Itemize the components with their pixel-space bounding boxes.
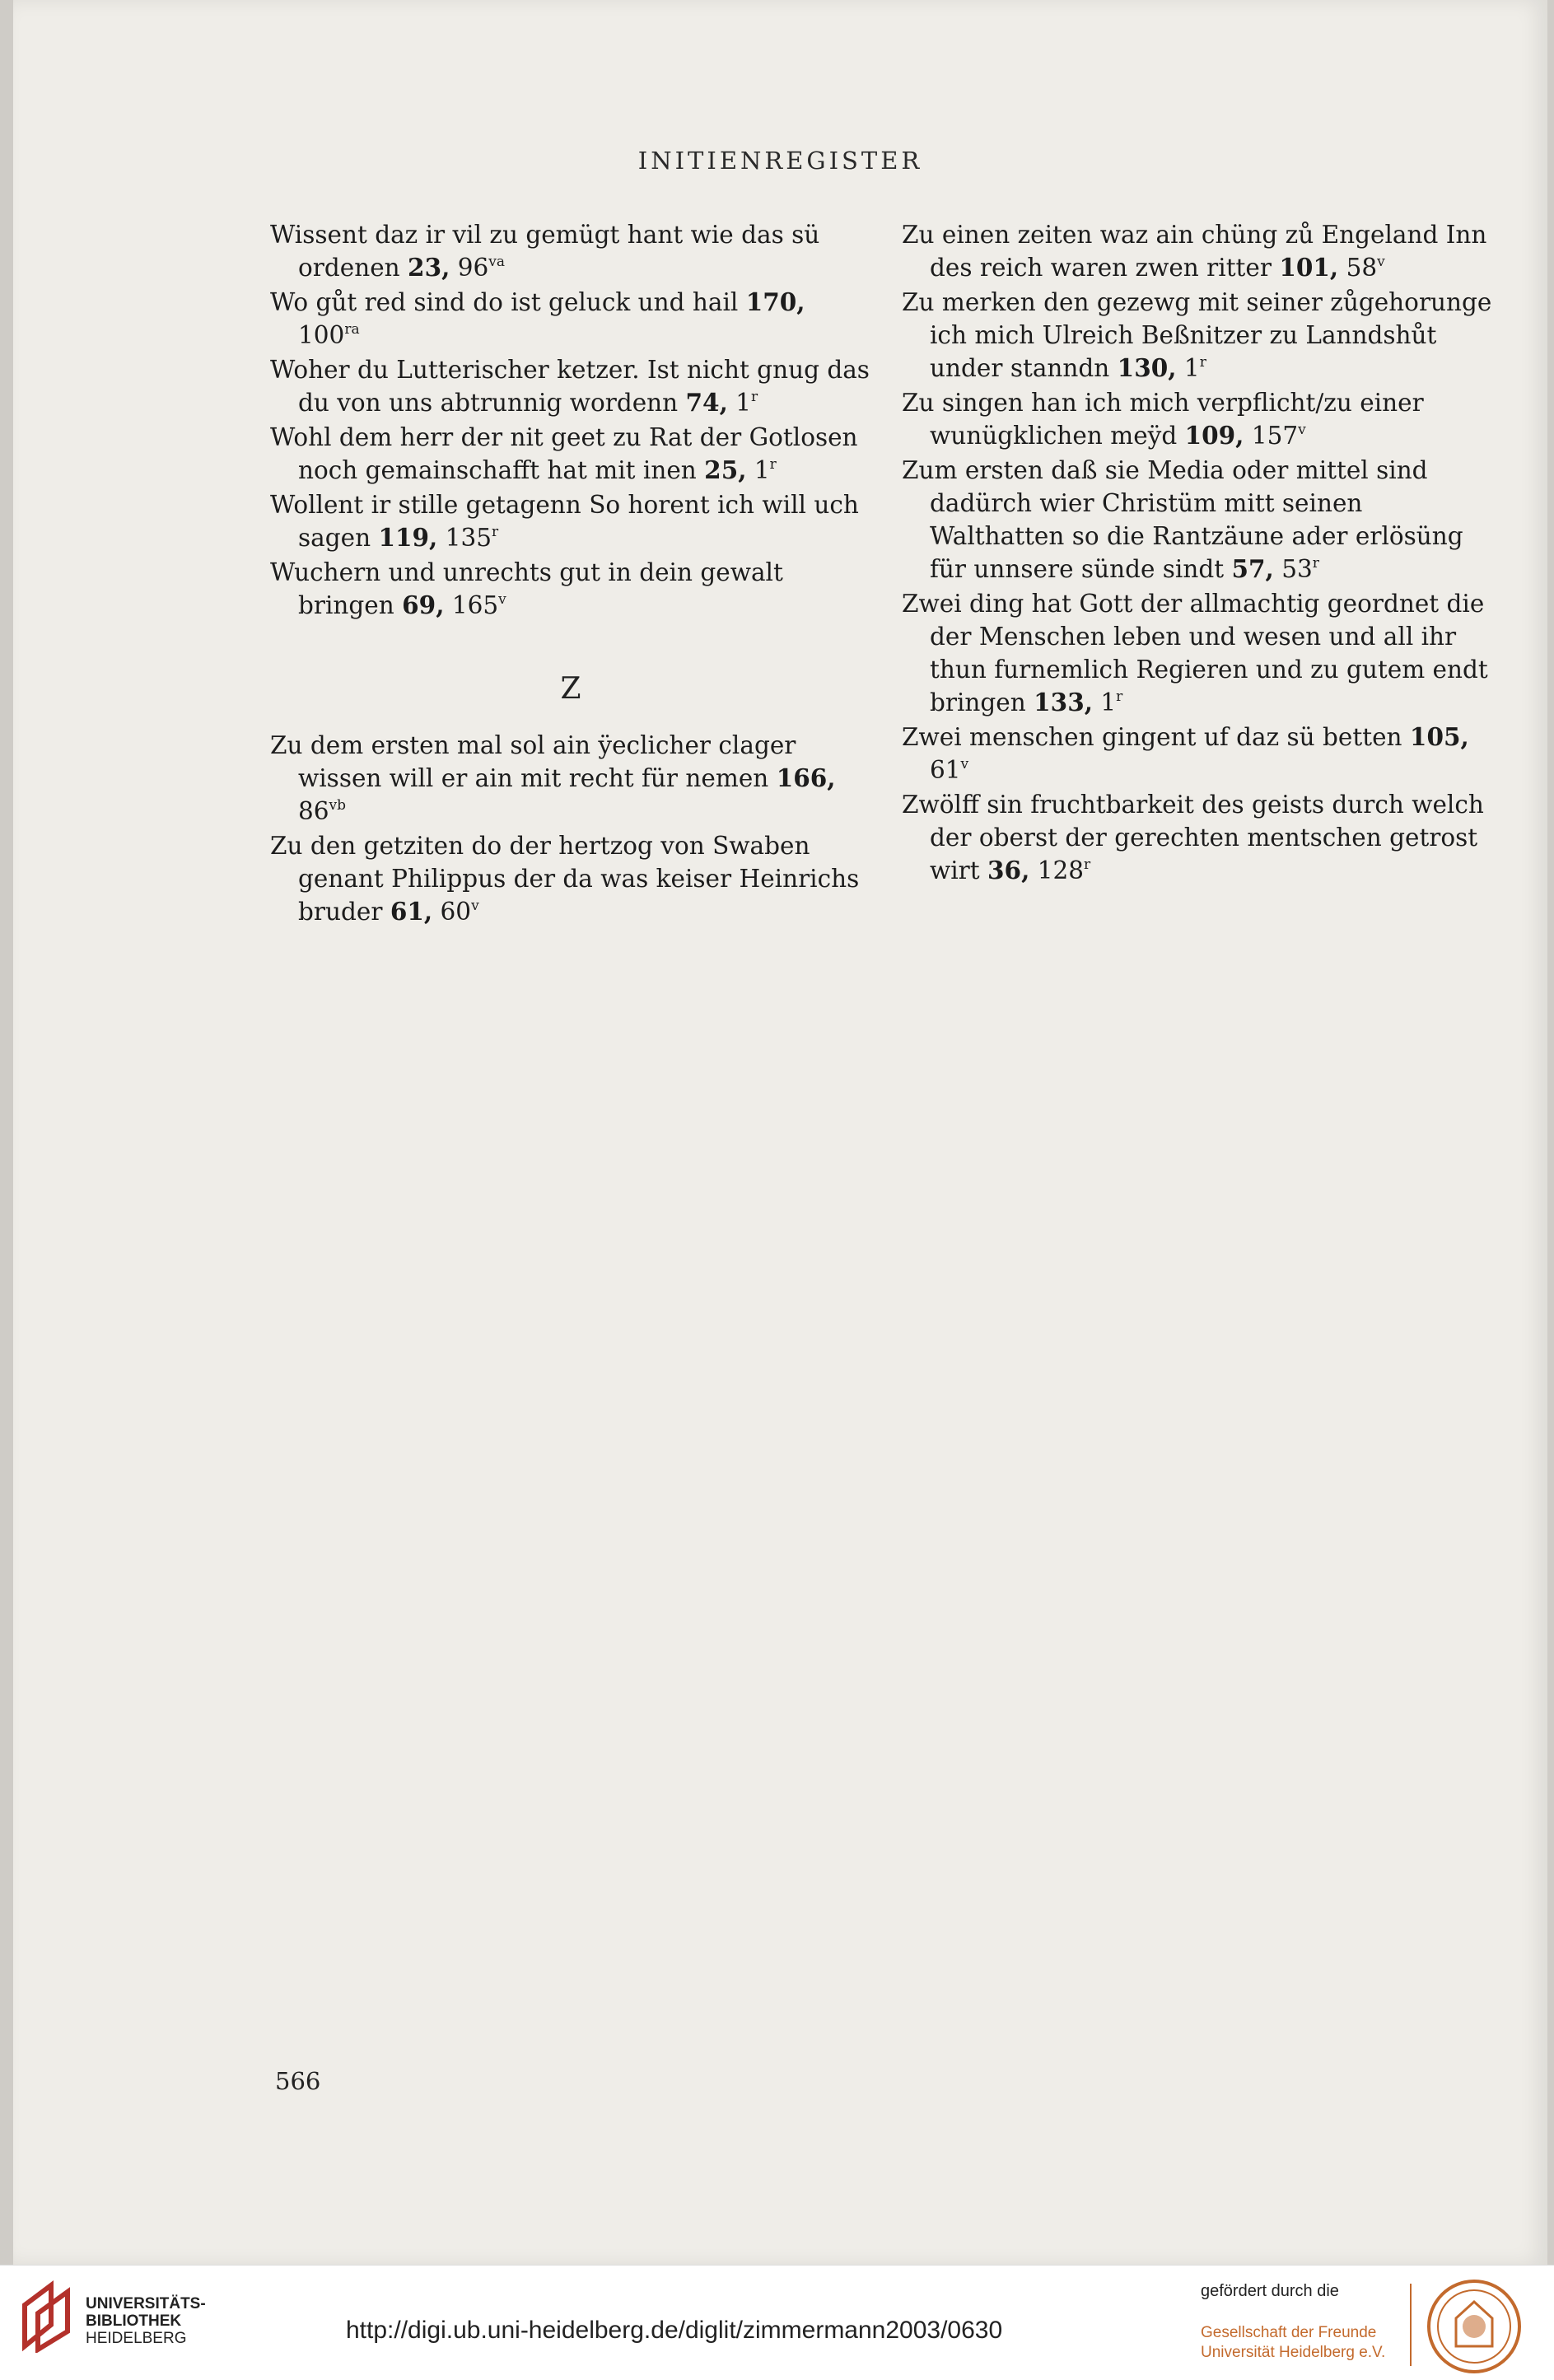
entry-incipit: Wohl dem herr der nit geet zu Rat der Gotlosen noch gemainschafft hat mit inen	[270, 423, 858, 484]
footer-bar	[0, 2265, 1554, 2380]
entry-reference: 61,	[390, 897, 433, 926]
entry-incipit: Zwei ding hat Gott der allmachtig geordnet die der Menschen leben und wesen und all ihr thun furnemlich Regieren und zu gutem endt bringen	[902, 590, 1488, 716]
entry-incipit: Zu dem ersten mal sol ain ÿeclicher clager wissen will er ain mit recht für nemen	[270, 731, 796, 792]
entry-incipit: Zu singen han ich mich verpflicht/zu einer wunügklichen meÿd	[902, 389, 1424, 450]
university-seal-icon	[1425, 2277, 1524, 2376]
entry-incipit: Woher du Lutterischer ketzer. Ist nicht gnug das du von uns abtrunnig wordenn	[270, 356, 870, 417]
permalink-url[interactable]: http://digi.ub.uni-heidelberg.de/diglit/zimmermann2003/0630	[346, 2317, 1003, 2344]
entry-incipit: Zu einen zeiten waz ain chüng zů Engeland Inn des reich waren zwen ritter	[902, 221, 1487, 282]
page-header: INITIENREGISTER	[637, 147, 923, 175]
section-letter: Z	[560, 672, 581, 706]
page-number: 566	[275, 2067, 321, 2095]
entry-incipit: Wissent daz ir vil zu gemügt hant wie das sü ordenen	[270, 221, 820, 282]
entry-reference: 23,	[408, 253, 450, 282]
entry-reference: 74,	[685, 388, 728, 417]
entry-incipit: Wo gůt red sind do ist geluck und hail	[270, 288, 746, 316]
entry-folio: 58	[1338, 254, 1378, 282]
entry-folio-side: r	[1084, 856, 1091, 873]
entry-reference: 130,	[1117, 353, 1177, 382]
entry-reference: 25,	[704, 455, 747, 484]
entry-incipit: Zum ersten daß sie Media oder mittel sind dadürch wier Christüm mitt seinen Walthatten so die Rantzäune ader erlösüng für unnsere sünde sindt	[902, 456, 1463, 583]
entry-folio: 165	[444, 591, 499, 619]
index-entry	[902, 454, 1503, 586]
library-name-line1: UNIVERSITÄTS-	[86, 2295, 206, 2312]
right-column	[902, 218, 1503, 889]
sponsor-line1: Gesellschaft der Freunde	[1201, 2324, 1377, 2341]
entry-reference: 101,	[1279, 253, 1339, 282]
entry-folio-side: v	[498, 591, 506, 608]
entry-folio-side: r	[769, 456, 777, 473]
entry-folio-side: r	[1116, 688, 1123, 705]
entry-folio-side: r	[1199, 354, 1206, 371]
entry-folio: 1	[1176, 354, 1200, 382]
entry-folio: 1	[727, 389, 752, 417]
entry-incipit: Zu den getziten do der hertzog von Swaben genant Philippus der da was keiser Heinrichs bruder	[270, 832, 860, 926]
index-entry	[270, 353, 871, 419]
entry-folio: 100	[298, 321, 345, 349]
entry-reference: 119,	[378, 523, 438, 552]
left-entries-after	[270, 729, 871, 928]
index-entry	[902, 386, 1503, 452]
entry-folio: 61	[930, 756, 961, 784]
index-entry	[270, 218, 871, 284]
index-entry	[270, 421, 871, 487]
entry-reference: 105,	[1409, 722, 1469, 751]
entry-incipit: Zwölff sin fruchtbarkeit des geists durch welch der oberst der gerechten mentschen getrost wirt	[902, 791, 1484, 884]
entry-reference: 57,	[1231, 554, 1274, 583]
sponsor-name	[1201, 2323, 1385, 2363]
library-name	[86, 2295, 206, 2347]
index-entry	[902, 721, 1503, 786]
index-entry	[902, 218, 1503, 284]
left-column	[270, 218, 871, 930]
left-entries-before	[270, 218, 871, 622]
entry-folio: 135	[437, 524, 492, 552]
entry-folio-side: r	[492, 524, 499, 540]
entry-folio: 1	[1093, 688, 1117, 716]
sponsor-divider	[1410, 2284, 1412, 2366]
entry-reference: 170,	[745, 287, 805, 316]
library-name-line3: HEIDELBERG	[86, 2330, 187, 2347]
entry-reference: 133,	[1034, 688, 1093, 716]
entry-incipit: Zwei menschen gingent uf daz sü betten	[902, 723, 1410, 751]
entry-folio-side: ra	[344, 321, 360, 338]
sponsor-line2: Universität Heidelberg e.V.	[1201, 2344, 1386, 2361]
sponsor-note: gefördert durch die	[1201, 2282, 1339, 2300]
index-entry	[270, 556, 871, 622]
index-entry	[270, 286, 871, 352]
index-entry	[270, 488, 871, 554]
entry-incipit: Wuchern und unrechts gut in dein gewalt bringen	[270, 558, 783, 619]
entry-folio-side: r	[751, 389, 758, 405]
index-entry	[902, 286, 1503, 385]
entry-folio-side: v	[1298, 422, 1306, 438]
entry-reference: 69,	[402, 590, 445, 619]
entry-folio: 86	[298, 797, 329, 825]
index-entry	[902, 788, 1503, 887]
entry-folio-side: r	[1312, 555, 1319, 572]
index-entry	[270, 829, 871, 928]
index-entry	[902, 587, 1503, 719]
entry-incipit: Zu merken den gezewg mit seiner zůgehorunge ich mich Ulreich Beßnitzer zu Lanndshůt under stanndn	[902, 288, 1492, 382]
entry-folio-side: v	[1377, 254, 1385, 270]
entry-folio: 1	[746, 456, 770, 484]
entry-folio-side: v	[471, 898, 479, 914]
entry-folio: 96	[450, 254, 489, 282]
entry-incipit: Wollent ir stille getagenn So horent ich will uch sagen	[270, 491, 859, 552]
entry-reference: 109,	[1184, 421, 1244, 450]
entry-folio: 53	[1273, 555, 1313, 583]
entry-folio: 157	[1244, 422, 1299, 450]
entry-folio-side: va	[488, 254, 506, 270]
entry-folio: 60	[432, 898, 472, 926]
entry-folio: 128	[1029, 856, 1085, 884]
show-through-text	[252, 856, 1537, 2141]
entry-reference: 166,	[776, 763, 836, 792]
library-name-line2: BIBLIOTHEK	[86, 2312, 182, 2330]
entry-folio-side: v	[960, 756, 969, 772]
entry-folio-side: vb	[329, 797, 347, 814]
index-entry	[270, 729, 871, 828]
entry-reference: 36,	[987, 856, 1030, 884]
book-page	[13, 0, 1547, 2265]
library-logo-icon	[18, 2280, 76, 2353]
